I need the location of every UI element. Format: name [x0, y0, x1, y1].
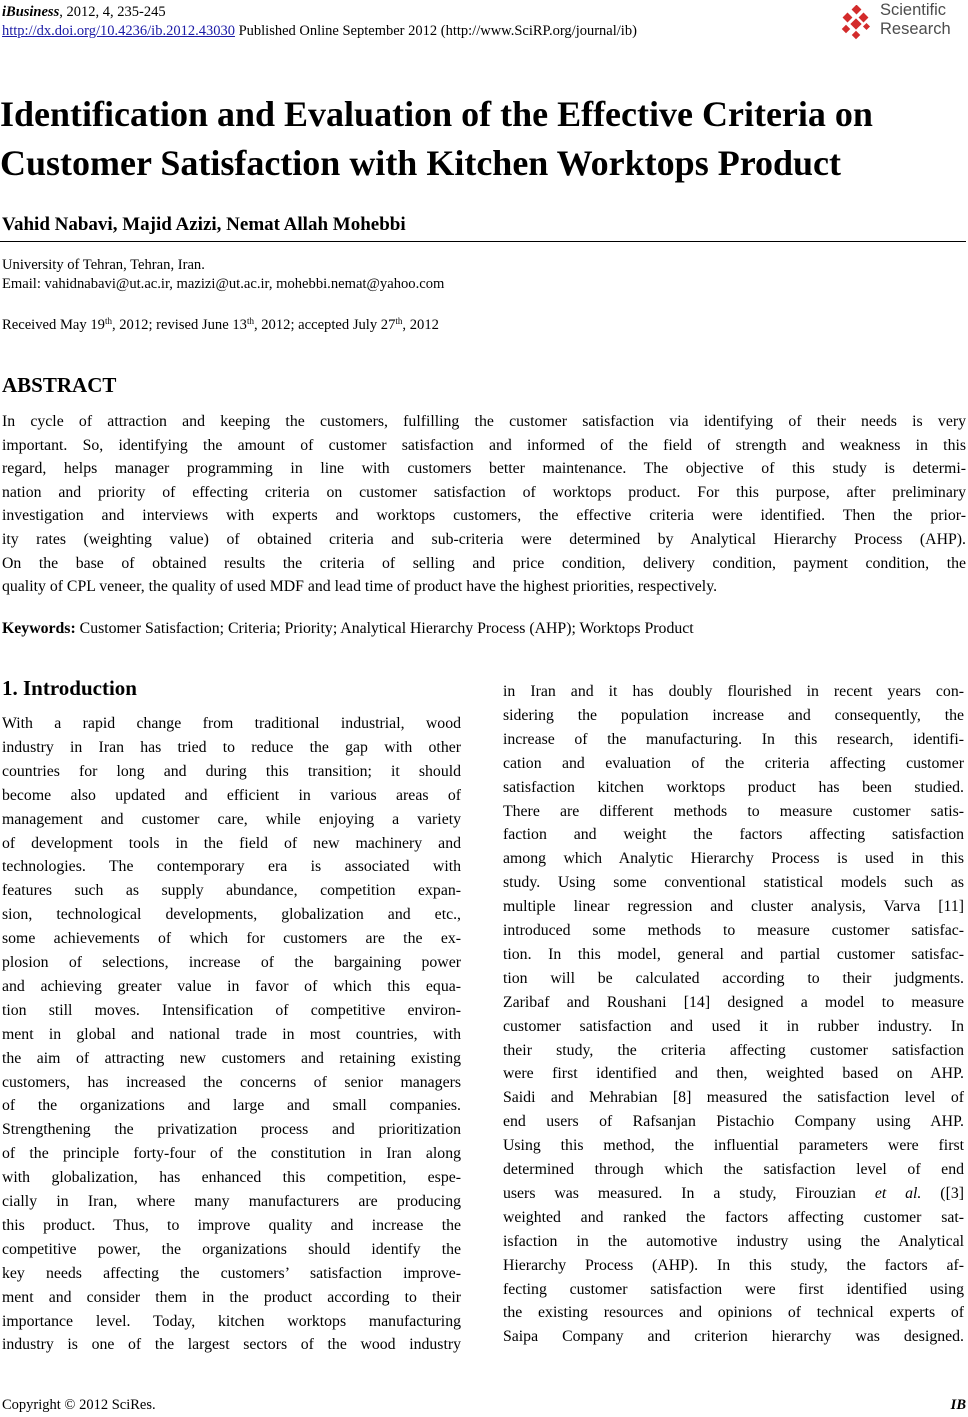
affiliation: University of Tehran, Tehran, Iran. [2, 257, 205, 273]
text-line: weighted and ranked the factors affecting customer sat- [503, 1208, 964, 1226]
text-line: increase of the manufacturing. In this research, identifi- [503, 730, 964, 748]
text-line: Using this method, the influential parameters were first [503, 1137, 964, 1155]
text-line: ity rates (weighting value) of obtained criteria and sub-criteria were determined by Analytical Hierarchy Process (AHP). [2, 531, 966, 548]
doi-link[interactable]: http://dx.doi.org/10.4236/ib.2012.43030 [2, 23, 235, 39]
text-line: regard, helps manager programming in line with customers better maintenance. The objective of this study is determi- [2, 460, 966, 478]
text-line: importance level. Today, kitchen worktops manufacturing [2, 1312, 461, 1330]
text-line: quality of CPL veneer, the quality of used MDF and lead time of product have the highest priorities, respectively. [2, 578, 718, 596]
text-line: nation and priority of effecting criteria on customer satisfaction of worktops product. For this purpose, after preliminary [2, 483, 966, 501]
text-line: important. So, identifying the amount of customer satisfaction and informed of the field of strength and weakness in this [2, 436, 966, 454]
text-line: Strengthening the privatization process and prioritization [2, 1121, 461, 1139]
text-line: Saidi and Mehrabian [8] measured the satisfaction level of [503, 1089, 964, 1107]
text-line: their study, the criteria affecting customer satisfaction [503, 1041, 964, 1059]
text-line: Zaribaf and Roushani [14] designed a model to measure [503, 993, 964, 1011]
text-line: tion still moves. Intensification of competitive environ- [2, 1001, 461, 1019]
text-line: satisfaction kitchen worktops product has been studied. [503, 778, 964, 796]
text-line: There are different methods to measure customer satis- [503, 802, 964, 820]
text-line: Hierarchy Process (AHP). In this study, the factors af- [503, 1256, 964, 1274]
text-line: cation and evaluation of the criteria affecting customer [503, 754, 964, 772]
text-line: in Iran and it has doubly flourished in recent years con- [503, 683, 964, 700]
text-line: among which Analytic Hierarchy Process is used in this [503, 850, 964, 868]
text-line: sion, technological developments, globalization and etc., [2, 906, 461, 924]
text-line: tion will be calculated according to their judgments. [503, 969, 964, 987]
text-line: ment and consider them in the product according to their [2, 1288, 461, 1306]
keywords-label: Keywords: [2, 620, 76, 637]
text-line: features such as supply abundance, competition expan- [2, 882, 461, 900]
text-line: technologies. The contemporary era is associated with [2, 858, 461, 876]
text-line: plosion of selections, increase of the bargaining power [2, 954, 461, 971]
text-line: users was measured. In a study, Firouzian et al. ([3] [503, 1184, 964, 1202]
text-line: cially in Iran, where many manufacturers are producing [2, 1193, 461, 1210]
text-line: tion. In this model, general and partial customer satisfac- [503, 945, 964, 963]
text-line: with globalization, has enhanced this competition, espe- [2, 1169, 461, 1187]
published-online-text: Published Online September 2012 (http://www.SciRP.org/journal/ib) [234, 23, 637, 39]
text-line: fecting customer satisfaction were first identified using [503, 1280, 964, 1298]
text-line: investigation and interviews with experts and worktops customers, the effective criteria were identified. Then the prior- [2, 507, 966, 525]
text-line: customer satisfaction and used it in rubber industry. In [503, 1017, 964, 1035]
author-list: Vahid Nabavi, Majid Azizi, Nemat Allah Mohebbi [2, 214, 406, 235]
paper-title: Identification and Evaluation of the Effective Criteria on Customer Satisfaction with Kitchen Worktops Product [0, 94, 873, 183]
text-line: introduced some methods to measure customer satisfac- [503, 922, 964, 939]
author-emails: Email: vahidnabavi@ut.ac.ir, mazizi@ut.ac.ir, mohebbi.nemat@yahoo.com [2, 276, 445, 292]
publication-line [2, 22, 637, 40]
text-line: faction and weight the factors affecting satisfaction [503, 826, 964, 844]
journal-abbreviation: IB [950, 1397, 966, 1413]
text-line: Saipa Company and criterion hierarchy was designed. [503, 1328, 964, 1346]
text-line: ment in global and national trade in most countries, with [2, 1025, 461, 1043]
journal-citation [2, 3, 166, 21]
text-line: the existing resources and opinions of technical experts of [503, 1304, 964, 1322]
citation-volume: , 2012, 4, 235-245 [59, 4, 166, 20]
text-line: this product. Thus, to improve quality and increase the [2, 1216, 461, 1234]
text-line: countries for long and during this transition; it should [2, 762, 461, 780]
journal-name: iBusiness [2, 4, 60, 20]
logo-wordmark: Scientific Research [880, 1, 951, 38]
text-line: of the principle forty-four of the constitution in Iran along [2, 1145, 461, 1163]
text-line: end users of Rafsanjan Pistachio Company using AHP. [503, 1113, 964, 1131]
text-line: key needs affecting the customers’ satisfaction improve- [2, 1264, 461, 1282]
text-line: were first identified and then, weighted based on AHP. [503, 1065, 964, 1083]
received-dates: Received May 19th, 2012; revised June 13th, 2012; accepted July 27th, 2012 [2, 316, 439, 333]
keywords [2, 620, 694, 638]
text-line: With a rapid change from traditional industrial, wood [2, 715, 461, 732]
scientific-research-logo-icon [840, 5, 876, 41]
text-line: of development tools in the field of new machinery and [2, 834, 461, 852]
keywords-list: Customer Satisfaction; Criteria; Priority; Analytical Hierarchy Process (AHP); Worktops Product [75, 620, 694, 637]
text-line: become also updated and efficient in various areas of [2, 786, 461, 804]
text-line: and achieving greater value in favor of which this equa- [2, 977, 461, 995]
text-line: On the base of obtained results the criteria of selling and price condition, delivery condition, payment condition, the [2, 554, 966, 572]
copyright-footer: Copyright © 2012 SciRes. [2, 1397, 156, 1413]
text-line: industry in Iran has tried to reduce the gap with other [2, 738, 461, 756]
text-line: multiple linear regression and cluster analysis, Varva [11] [503, 898, 964, 916]
section-heading-introduction: 1. Introduction [2, 676, 137, 700]
abstract-heading: ABSTRACT [2, 373, 117, 397]
text-line: study. Using some conventional statistical models such as [503, 874, 964, 892]
text-line: customers, has increased the concerns of senior managers [2, 1073, 461, 1091]
text-line: determined through which the satisfaction level of end [503, 1161, 964, 1178]
text-line: isfaction in the automotive industry using the Analytical [503, 1232, 964, 1250]
text-line: competitive power, the organizations should identify the [2, 1240, 461, 1258]
text-line: the aim of attracting new customers and retaining existing [2, 1049, 461, 1067]
scientific-research-logo [840, 1, 964, 43]
text-line: some achievements of which for customers are the ex- [2, 930, 461, 948]
title-divider [0, 241, 966, 242]
text-line: In cycle of attraction and keeping the customers, fulfilling the customer satisfaction via identifying of their needs is very [2, 413, 966, 430]
text-line: management and customer care, while enjoying a variety [2, 810, 461, 828]
text-line: industry is one of the largest sectors of the wood industry [2, 1336, 461, 1354]
text-line: of the organizations and large and small companies. [2, 1097, 461, 1115]
text-line: sidering the population increase and consequently, the [503, 706, 964, 724]
